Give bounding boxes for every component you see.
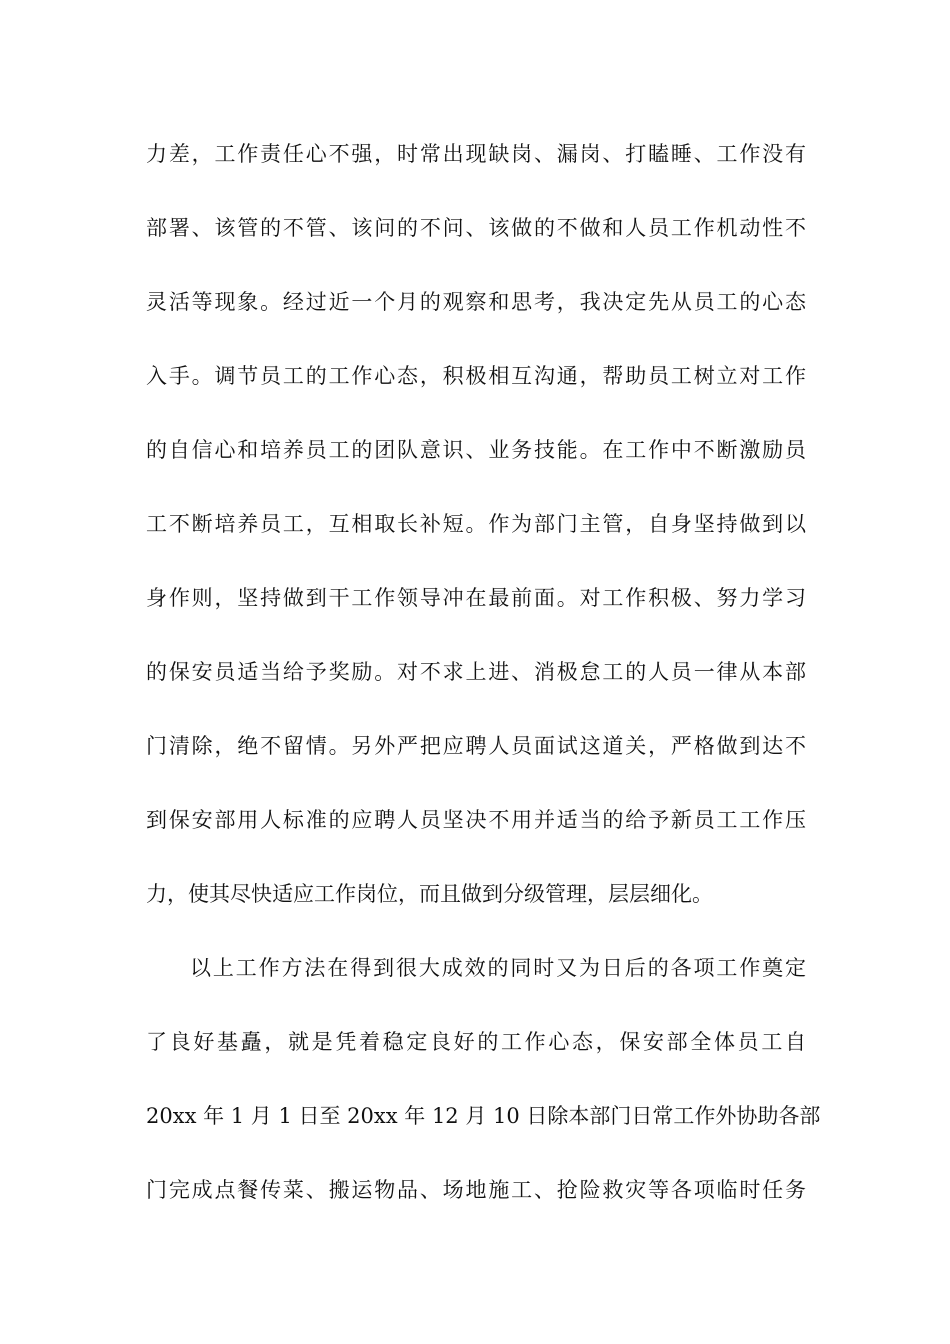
text-line-7: 身作则，坚持做到干工作领导冲在最前面。对工作积极、努力学习 [146, 586, 806, 610]
text-line-15: 门完成点餐传菜、搬运物品、场地施工、抢险救灾等各项临时任务 [146, 1178, 806, 1202]
text-line-6: 工不断培养员工，互相取长补短。作为部门主管，自身坚持做到以 [146, 512, 806, 536]
text-line-2: 部署、该管的不管、该问的不问、该做的不做和人员工作机动性不 [146, 216, 806, 240]
text-line-3: 灵活等现象。经过近一个月的观察和思考，我决定先从员工的心态 [146, 290, 806, 314]
text-line-9: 门清除，绝不留情。另外严把应聘人员面试这道关，严格做到达不 [146, 734, 806, 758]
text-line-13: 了良好基矗，就是凭着稳定良好的工作心态，保安部全体员工自 [146, 1030, 806, 1054]
text-line-8: 的保安员适当给予奖励。对不求上进、消极怠工的人员一律从本部 [146, 660, 806, 684]
text-line-1: 力差，工作责任心不强，时常出现缺岗、漏岗、打瞌睡、工作没有 [146, 142, 806, 166]
text-line-14: 20xx 年 1 月 1 日至 20xx 年 12 月 10 日除本部门日常工作外协助各部 [146, 1104, 821, 1128]
text-line-10: 到保安部用人标准的应聘人员坚决不用并适当的给予新员工工作压 [146, 808, 806, 832]
text-line-4: 入手。调节员工的工作心态，积极相互沟通，帮助员工树立对工作 [146, 364, 806, 388]
text-line-5: 的自信心和培养员工的团队意识、业务技能。在工作中不断激励员 [146, 438, 806, 462]
text-line-11: 力，使其尽快适应工作岗位，而且做到分级管理，层层细化。 [146, 882, 713, 906]
text-line-12: 以上工作方法在得到很大成效的同时又为日后的各项工作奠定 [190, 956, 806, 980]
